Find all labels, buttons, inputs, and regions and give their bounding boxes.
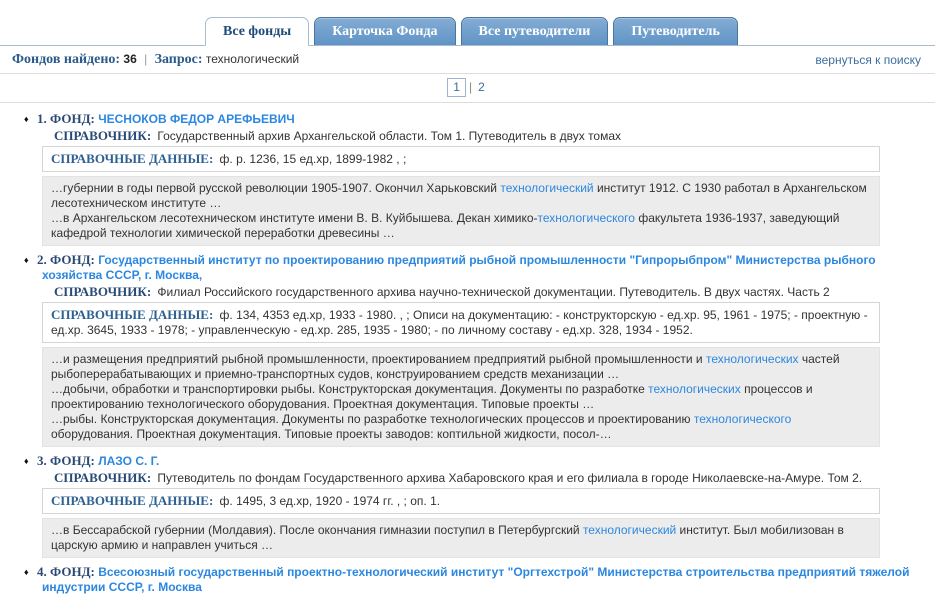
search-result-item [24,564,935,595]
snippet-text: институт. Был мобилизован в царскую армию и направлен учиться … [51,523,844,552]
search-term-highlight[interactable]: технологического [537,211,635,225]
result-title-line [24,453,935,469]
found-count: 36 [123,52,137,66]
snippet-box [42,518,880,558]
snippet-box [42,347,880,447]
reference-data-label: СПРАВОЧНЫЕ ДАННЫЕ: [51,151,217,166]
search-term-highlight[interactable]: технологического [693,412,792,426]
fond-name-link[interactable]: Государственный институт по проектированию предприятий рыбной промышленности "Гипрорыбпром" Министерства рыбного хозяйства СССР, г. Москва, [42,253,876,282]
reference-data-label: СПРАВОЧНЫЕ ДАННЫЕ: [51,307,217,322]
snippet [51,382,871,412]
search-result-item [24,453,935,558]
results-summary [12,51,299,68]
guide-line [54,470,935,486]
fond-name-link[interactable]: Всесоюзный государственный проектно-технологический институт "Оргтехстрой" Министерства строительства предприятий тяжелой индустрии СССР, г. Москва [42,565,910,594]
search-result-item [24,111,935,246]
snippet [51,352,871,382]
guide-text: Государственный архив Архангельской области. Том 1. Путеводитель в двух томах [157,129,622,143]
reference-data-box [42,488,880,514]
search-term-highlight[interactable]: технологический [582,523,677,537]
tab[interactable]: Все фонды [205,17,309,46]
spravochnik-label: СПРАВОЧНИК: [54,470,155,485]
snippet-text: факультета 1936-1937, заведующий кафедрой технологии химической переработки древесины … [51,211,840,240]
spravochnik-label: СПРАВОЧНИК: [54,284,155,299]
guide-text: Филиал Российского государственного архива научно-технической документации. Путеводитель. В двух частях. Часть 2 [157,285,830,299]
result-title-line [24,111,935,127]
guide-line [54,284,935,300]
search-result-item [24,252,935,447]
result-title-line [24,564,935,595]
back-to-search-link[interactable]: вернуться к поиску [815,52,921,67]
snippet-box [42,176,880,246]
result-title-line [24,252,935,283]
fond-label: ФОНД: [50,252,95,267]
tab-bar [0,14,935,46]
tab[interactable]: Все путеводители [461,17,609,45]
fond-name-link[interactable]: ЧЕСНОКОВ ФЕДОР АРЕФЬЕВИЧ [98,112,295,126]
snippet-text: …и размещения предприятий рыбной промышленности, проектированием предприятий рыбной промышленности и [51,352,706,366]
reference-data-box [42,302,880,343]
guide-text: Путеводитель по фондам Государственного архива Хабаровского края и его филиала в городе Николаевске-на-Амуре. Том 2. [157,471,863,485]
fond-name-link[interactable]: ЛАЗО С. Г. [98,454,160,468]
fond-label: ФОНД: [50,564,95,579]
result-number: 3. [36,453,47,468]
reference-data-text: ф. р. 1236, 15 ед.хр, 1899-1982 , ; [219,152,407,166]
snippet [51,211,871,241]
tab[interactable]: Карточка Фонда [314,17,455,45]
spravochnik-label: СПРАВОЧНИК: [54,128,155,143]
results-summary-bar [0,46,935,74]
snippet-text: процессов и проектированию технологического оборудования. Проектная документация. Типовые проекты … [51,382,813,411]
pagination-current-page[interactable]: 1 [447,78,466,97]
pagination-page-link[interactable]: 2 [478,80,485,94]
summary-separator: | [144,52,148,66]
snippet-text: частей рыбоперерабатывающих и приемно-транспортных судов, конструированием средств механизации … [51,352,840,381]
search-term-highlight[interactable]: технологических [705,352,799,366]
snippet-text: …рыбы. Конструкторская документация. Документы по разработке технологических процессов и проектированию [51,412,694,426]
snippet [51,412,871,442]
diamond-bullet-icon: ♦ [24,456,29,466]
reference-data-text: ф. 134, 4353 ед.хр, 1933 - 1980. , ; Описи на документацию: - конструкторскую - ед.хр. 95, 1961 - 1975; - проектную - ед.хр. 3645, 1933 - 1978; - управленческую - ед.хр. 285, 1935 - 1980; - по личному составу - ед.хр. 328, 1934 - 1952. [51,308,868,337]
snippet [51,523,871,553]
snippet-text: …губернии в годы первой русской революции 1905-1907. Окончил Харьковский [51,181,501,195]
reference-data-box [42,146,880,172]
results-list [0,103,935,595]
result-number: 2. [36,252,47,267]
search-term-highlight[interactable]: технологический [500,181,594,195]
snippet-text: …в Бессарабской губернии (Молдавия). После окончания гимназии поступил в Петербургский [51,523,583,537]
search-term-highlight[interactable]: технологических [648,382,741,396]
fond-label: ФОНД: [50,453,95,468]
snippet-text: институт 1912. С 1930 работал в Архангельском лесотехническом институте … [51,181,867,210]
pagination-separator: | [468,80,473,94]
snippet-text: …добычи, обработки и транспортировки рыбы. Конструкторская документация. Документы по разработке [51,382,649,396]
snippet-text: …в Архангельском лесотехническом институте имени В. В. Куйбышева. Декан химико- [51,211,538,225]
result-number: 1. [36,111,47,126]
guide-line [54,128,935,144]
tab[interactable]: Путеводитель [613,17,738,45]
reference-data-text: ф. 1495, 3 ед.хр, 1920 - 1974 гг. , ; оп. 1. [219,494,441,508]
snippet [51,181,871,211]
diamond-bullet-icon: ♦ [24,114,29,124]
diamond-bullet-icon: ♦ [24,255,29,265]
query-label: Запрос: [154,52,203,67]
query-value: технологический [205,52,300,66]
search-results-page [0,14,935,595]
fond-label: ФОНД: [50,111,95,126]
reference-data-label: СПРАВОЧНЫЕ ДАННЫЕ: [51,493,217,508]
result-number: 4. [36,564,47,579]
found-label: Фондов найдено: [12,52,121,67]
snippet-text: оборудования. Проектная документация. Типовые проекты заводов: коптильной жидкости, посол-… [51,427,612,441]
pagination [0,74,935,103]
diamond-bullet-icon: ♦ [24,567,29,577]
